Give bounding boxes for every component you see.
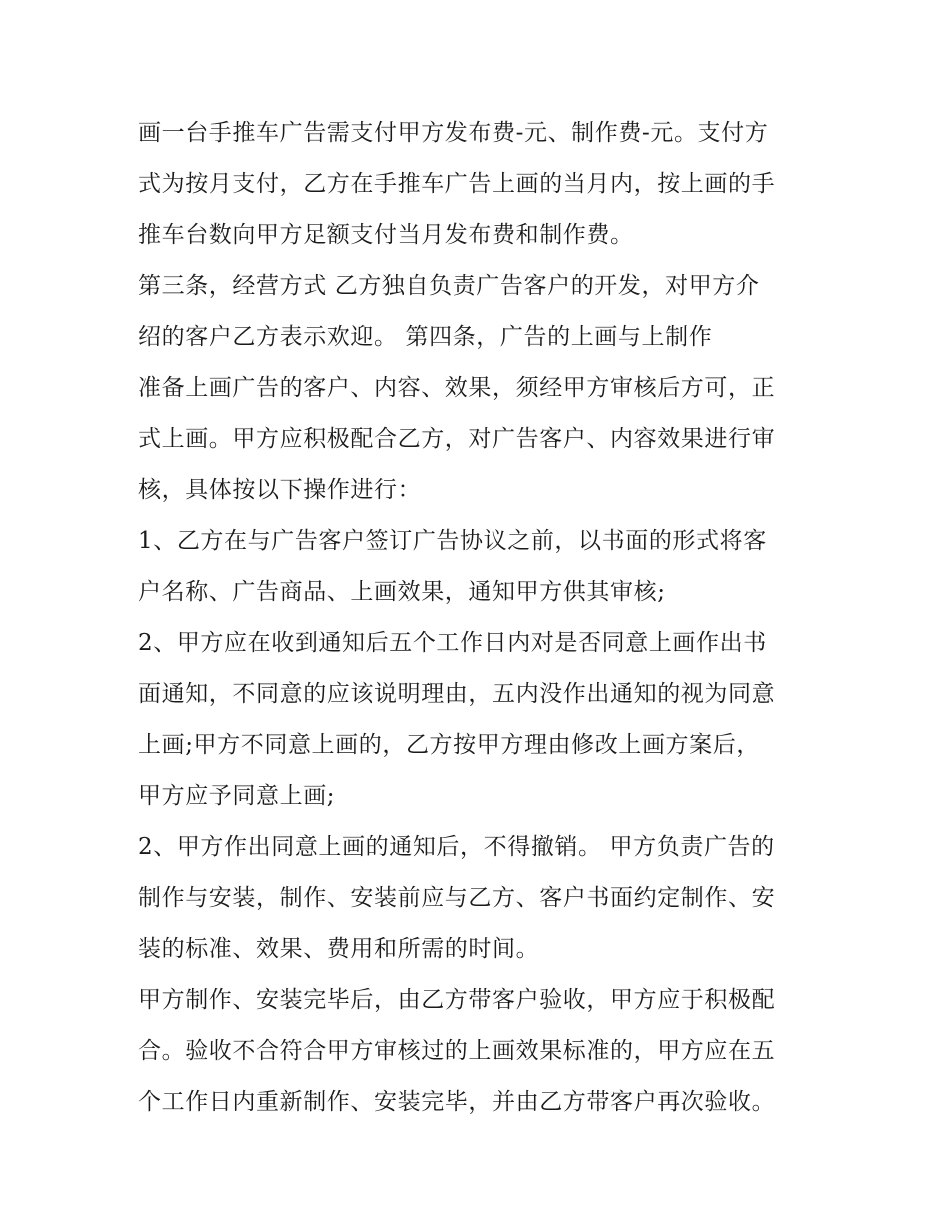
text-line: 1、乙方在与广告客户签订广告协议之前，以书面的形式将客 [138, 528, 767, 554]
text-line: 第三条，经营方式 乙方独自负责广告客户的开发，对甲方介 [138, 273, 760, 299]
text-line: 绍的客户乙方表示欢迎。 第四条，广告的上画与上制作 [138, 324, 713, 350]
text-line: 式上画。甲方应积极配合乙方，对广告客户、内容效果进行审 [138, 426, 776, 452]
text-line: 准备上画广告的客户、内容、效果，须经甲方审核后方可，正 [138, 375, 776, 401]
text-line: 个工作日内重新制作、安装完毕，并由乙方带客户再次验收。 [138, 1089, 776, 1115]
text-line: 装的标准、效果、费用和所需的时间。 [138, 936, 540, 962]
text-line: 上画;甲方不同意上画的，乙方按甲方理由修改上画方案后， [138, 732, 760, 758]
text-line: 甲方制作、安装完毕后，由乙方带客户验收，甲方应于积极配 [138, 987, 776, 1013]
text-line: 式为按月支付，乙方在手推车广告上画的当月内，按上画的手 [138, 171, 776, 197]
text-line: 核，具体按以下操作进行： [138, 477, 422, 503]
text-line: 2、甲方作出同意上画的通知后，不得撤销。 甲方负责广告的 [138, 834, 775, 860]
text-line: 甲方应予同意上画; [138, 783, 336, 809]
text-line: 制作与安装，制作、安装前应与乙方、客户书面约定制作、安 [138, 885, 776, 911]
text-line: 推车台数向甲方足额支付当月发布费和制作费。 [138, 222, 634, 248]
text-line: 合。验收不合符合甲方审核过的上画效果标准的，甲方应在五 [138, 1038, 776, 1064]
text-line: 画一台手推车广告需支付甲方发布费-元、制作费-元。支付方 [138, 120, 769, 146]
document-body [138, 108, 818, 1128]
text-line: 面通知，不同意的应该说明理由，五内没作出通知的视为同意 [138, 681, 776, 707]
text-line: 2、甲方应在收到通知后五个工作日内对是否同意上画作出书 [138, 630, 767, 656]
text-line: 户名称、广告商品、上画效果，通知甲方供其审核; [138, 579, 666, 605]
